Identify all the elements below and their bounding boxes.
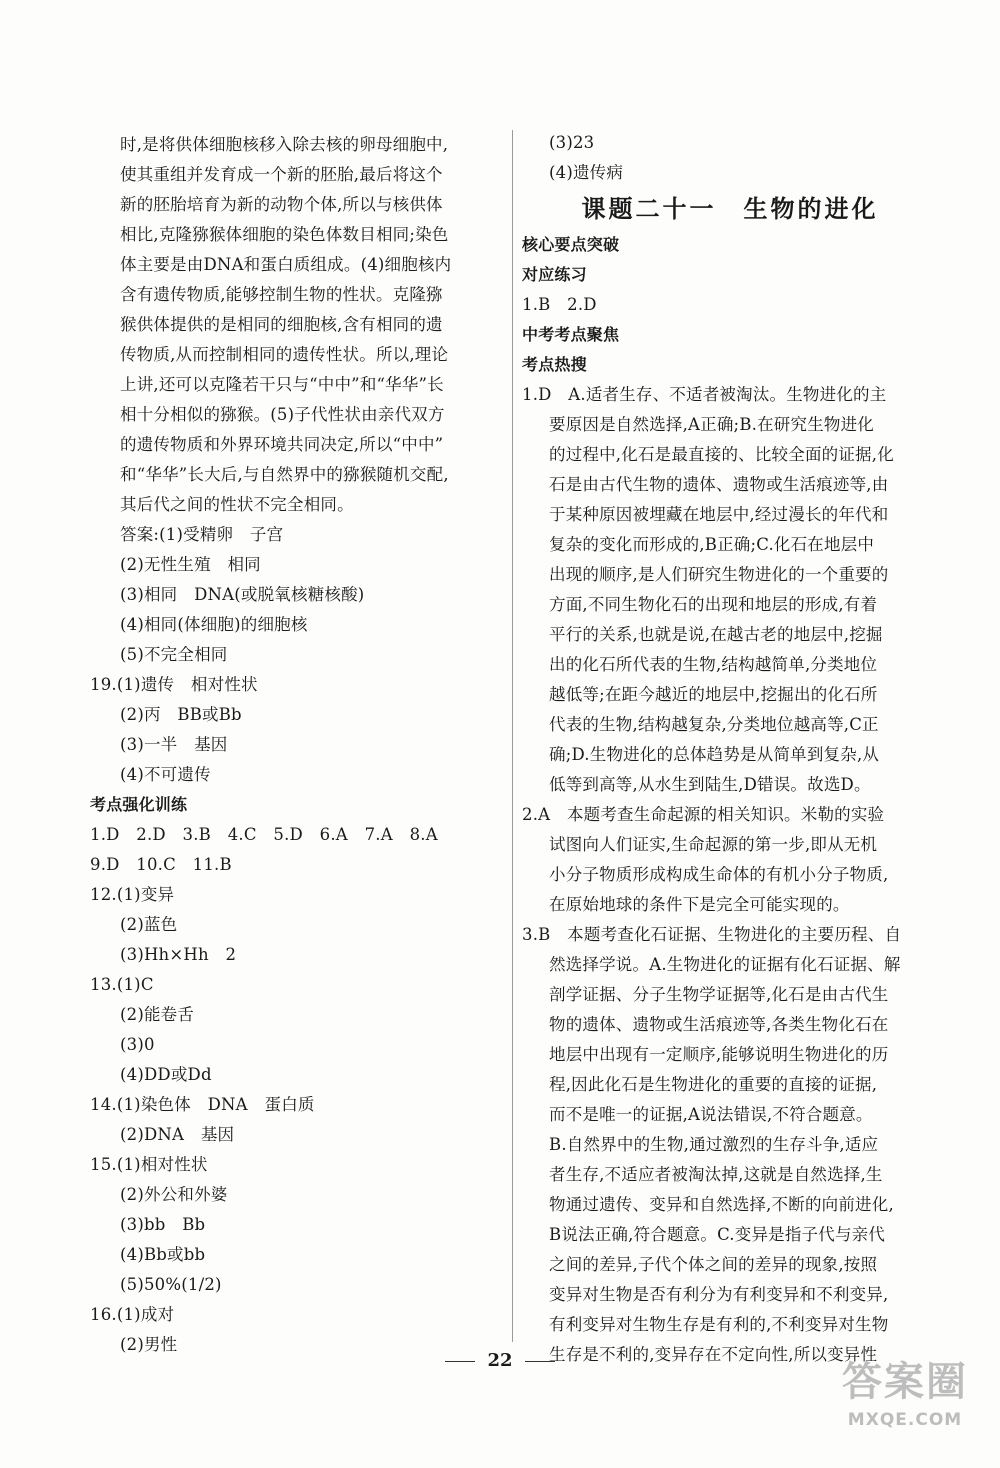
text-line: 之间的差异,子代个体之间的差异的现象,按照 xyxy=(549,1255,878,1274)
text-line: (3)一半 基因 xyxy=(120,735,228,754)
text-line: (2)DNA 基因 xyxy=(120,1125,235,1144)
text-line: 其后代之间的性状不完全相同。 xyxy=(120,495,354,514)
text-line: 石是由古代生物的遗体、遗物或生活痕迹等,由 xyxy=(549,475,889,494)
text-line: B说法正确,符合题意。C.变异是指子代与亲代 xyxy=(549,1225,886,1244)
text-line: (3)0 xyxy=(120,1035,155,1054)
section-heading: 中考考点聚焦 xyxy=(522,325,620,344)
text-line: 相十分相似的猕猴。(5)子代性状由亲代双方 xyxy=(120,405,445,424)
text-line: (4)遗传病 xyxy=(549,163,624,182)
text-line: 新的胚胎培育为新的动物个体,所以与核供体 xyxy=(120,195,443,214)
text-line: 时,是将供体细胞核移入除去核的卵母细胞中, xyxy=(120,135,449,154)
text-line: 出的化石所代表的生物,结构越简单,分类地位 xyxy=(549,655,878,674)
text-line: (2)外公和外婆 xyxy=(120,1185,228,1204)
text-line: 猴供体提供的是相同的细胞核,含有相同的遗 xyxy=(120,315,443,334)
continued-answers xyxy=(522,128,922,188)
text-line: 13.(1)C xyxy=(90,975,154,994)
column-divider xyxy=(512,130,513,1342)
text-line: 含有遗传物质,能够控制生物的性状。克隆猕 xyxy=(120,285,443,304)
right-column xyxy=(522,128,922,1370)
section-title: 课题二十一 生物的进化 xyxy=(581,195,879,223)
text-line: B.自然界中的生物,通过激烈的生存斗争,适应 xyxy=(549,1135,879,1154)
text-line: 者生存,不适应者被淘汰掉,这就是自然选择,生 xyxy=(549,1165,883,1184)
text-line: (2)无性生殖 相同 xyxy=(120,555,261,574)
text-line: 程,因此化石是生物进化的重要的直接的证据, xyxy=(549,1075,878,1094)
text-line: 变异对生物是否有利分为有利变异和不利变异, xyxy=(549,1285,889,1304)
text-line: 于某种原因被埋藏在地层中,经过漫长的年代和 xyxy=(549,505,889,524)
text-line: 越低等;在距今越近的地层中,挖掘出的化石所 xyxy=(549,685,878,704)
text-line: 9.D 10.C 11.B xyxy=(90,855,232,874)
text-line: 12.(1)变异 xyxy=(90,885,175,904)
text-line: (3)bb Bb xyxy=(120,1215,206,1234)
section-heading: 对应练习 xyxy=(522,265,587,284)
text-line: 在原始地球的条件下是完全可能实现的。 xyxy=(549,895,850,914)
text-line: 小分子物质形成构成生命体的有机小分子物质, xyxy=(549,865,889,884)
left-column xyxy=(90,130,490,1360)
page-number: 22 xyxy=(0,1350,1000,1371)
text-line: (4)不可遗传 xyxy=(120,765,211,784)
text-line: (5)50%(1/2) xyxy=(120,1275,222,1294)
text-line: 1.B 2.D xyxy=(522,295,597,314)
text-line: 然选择学说。A.生物进化的证据有化石证据、解 xyxy=(549,955,901,974)
text-line: (3)Hh×Hh 2 xyxy=(120,945,237,964)
text-line: 使其重组并发育成一个新的胚胎,最后将这个 xyxy=(120,165,443,184)
text-line: (3)相同 DNA(或脱氧核糖核酸) xyxy=(120,585,365,604)
text-line: 有利变异对生物生存是有利的,不利变异对生物 xyxy=(549,1315,889,1334)
text-line: 平行的关系,也就是说,在越古老的地层中,挖掘 xyxy=(549,625,883,644)
text-line: 上讲,还可以克隆若干只与“中中”和“华华”长 xyxy=(120,375,444,394)
text-line: 14.(1)染色体 DNA 蛋白质 xyxy=(90,1095,315,1114)
section-heading: 核心要点突破 xyxy=(522,235,620,254)
text-line: 3.B 本题考查化石证据、生物进化的主要历程、自 xyxy=(522,925,902,944)
text-line: 方面,不同生物化石的出现和地层的形成,有着 xyxy=(549,595,878,614)
text-line: (4)DD或Dd xyxy=(120,1065,212,1084)
text-line: 确;D.生物进化的总体趋势是从简单到复杂,从 xyxy=(549,745,880,764)
text-line: (2)男性 xyxy=(120,1335,178,1354)
text-line: (3)23 xyxy=(549,133,595,152)
text-line: 体主要是由DNA和蛋白质组成。(4)细胞核内 xyxy=(120,255,452,274)
text-line: (4)相同(体细胞)的细胞核 xyxy=(120,615,308,634)
text-line: 生存是不利的,变异存在不定向性,所以变异性 xyxy=(549,1345,878,1364)
text-line: 要原因是自然选择,A正确;B.在研究生物进化 xyxy=(549,415,874,434)
text-line: 地层中出现有一定顺序,能够说明生物进化的历 xyxy=(549,1045,889,1064)
text-line: (5)不完全相同 xyxy=(120,645,228,664)
text-line: 16.(1)成对 xyxy=(90,1305,175,1324)
text-line: (2)丙 BB或Bb xyxy=(120,705,242,724)
text-line: 2.A 本题考查生命起源的相关知识。米勒的实验 xyxy=(522,805,885,824)
text-line: (2)能卷舌 xyxy=(120,1005,195,1024)
text-line: 和“华华”长大后,与自然界中的猕猴随机交配, xyxy=(120,465,449,484)
text-line: 相比,克隆猕猴体细胞的染色体数目相同;染色 xyxy=(120,225,449,244)
section-heading: 考点强化训练 xyxy=(90,795,188,814)
text-line: (2)蓝色 xyxy=(120,915,178,934)
text-line: 低等到高等,从水生到陆生,D错误。故选D。 xyxy=(549,775,871,794)
text-line: 试图向人们证实,生命起源的第一步,即从无机 xyxy=(549,835,878,854)
text-line: 答案:(1)受精卵 子宫 xyxy=(120,525,284,544)
text-line: 出现的顺序,是人们研究生物进化的一个重要的 xyxy=(549,565,889,584)
text-line: 1.D A.适者生存、不适者被淘汰。生物进化的主 xyxy=(522,385,887,404)
text-line: 剖学证据、分子生物学证据等,化石是由古代生 xyxy=(549,985,889,1004)
text-line: 物通过遗传、变异和自然选择,不断的向前进化, xyxy=(549,1195,894,1214)
text-line: 物的遗体、遗物或生活痕迹等,各类生物化石在 xyxy=(549,1015,889,1034)
text-line: 19.(1)遗传 相对性状 xyxy=(90,675,258,694)
text-line: 的遗传物质和外界环境共同决定,所以“中中” xyxy=(120,435,444,454)
text-line: 复杂的变化而形成的,B正确;C.化石在地层中 xyxy=(549,535,875,554)
text-line: 1.D 2.D 3.B 4.C 5.D 6.A 7.A 8.A xyxy=(90,825,438,844)
section-heading: 考点热搜 xyxy=(522,355,587,374)
section-body xyxy=(522,230,922,1370)
text-line: 传物质,从而控制相同的遗传性状。所以,理论 xyxy=(120,345,449,364)
watermark-logo: 答案圈 MXQE.COM xyxy=(842,1359,968,1430)
text-line: 代表的生物,结构越复杂,分类地位越高等,C正 xyxy=(549,715,879,734)
text-line: 而不是唯一的证据,A说法错误,不符合题意。 xyxy=(549,1105,873,1124)
text-line: (4)Bb或bb xyxy=(120,1245,206,1264)
text-line: 15.(1)相对性状 xyxy=(90,1155,208,1174)
text-line: 的过程中,化石是最直接的、比较全面的证据,化 xyxy=(549,445,894,464)
